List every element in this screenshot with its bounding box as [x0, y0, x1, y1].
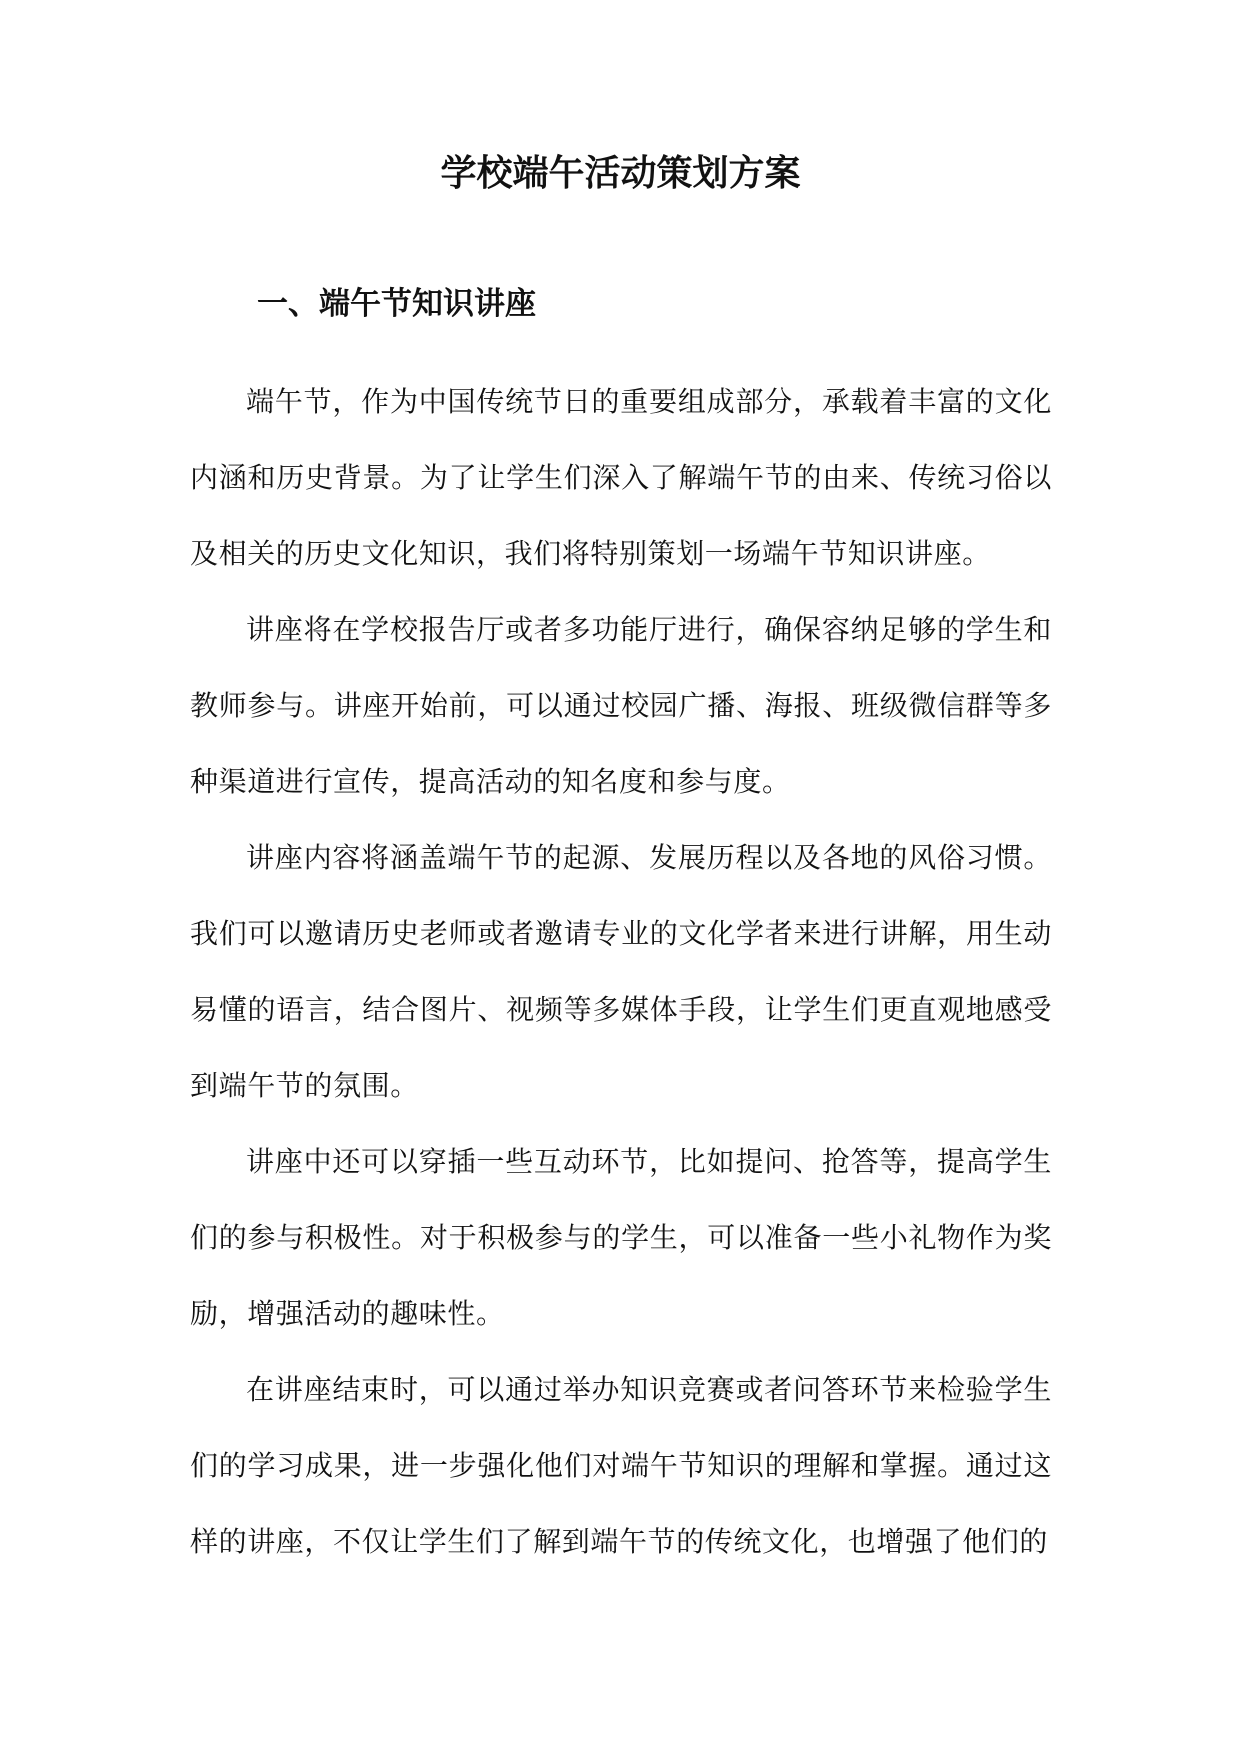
- paragraph: 讲座内容将涵盖端午节的起源、发展历程以及各地的风俗习惯。我们可以邀请历史老师或者邀请专业的文化学者来进行讲解，用生动易懂的语言，结合图片、视频等多媒体手段，让学生们更直观地感受到端午节的氛围。: [190, 841, 1052, 1102]
- paragraph: 讲座中还可以穿插一些互动环节，比如提问、抢答等，提高学生们的参与积极性。对于积极参与的学生，可以准备一些小礼物作为奖励，增强活动的趣味性。: [190, 1145, 1052, 1330]
- document-title: 学校端午活动策划方案: [440, 152, 801, 194]
- document-body: [190, 364, 1052, 1580]
- paragraph: 在讲座结束时，可以通过举办知识竞赛或者问答环节来检验学生们的学习成果，进一步强化他们对端午节知识的理解和掌握。通过这样的讲座，不仅让学生们了解到端午节的传统文化，也增强了他们的: [190, 1373, 1052, 1558]
- section-heading: 一、端午节知识讲座: [257, 286, 536, 322]
- paragraph: 端午节，作为中国传统节日的重要组成部分，承载着丰富的文化内涵和历史背景。为了让学生们深入了解端午节的由来、传统习俗以及相关的历史文化知识，我们将特别策划一场端午节知识讲座。: [190, 385, 1052, 570]
- paragraph: 讲座将在学校报告厅或者多功能厅进行，确保容纳足够的学生和教师参与。讲座开始前，可以通过校园广播、海报、班级微信群等多种渠道进行宣传，提高活动的知名度和参与度。: [190, 613, 1052, 798]
